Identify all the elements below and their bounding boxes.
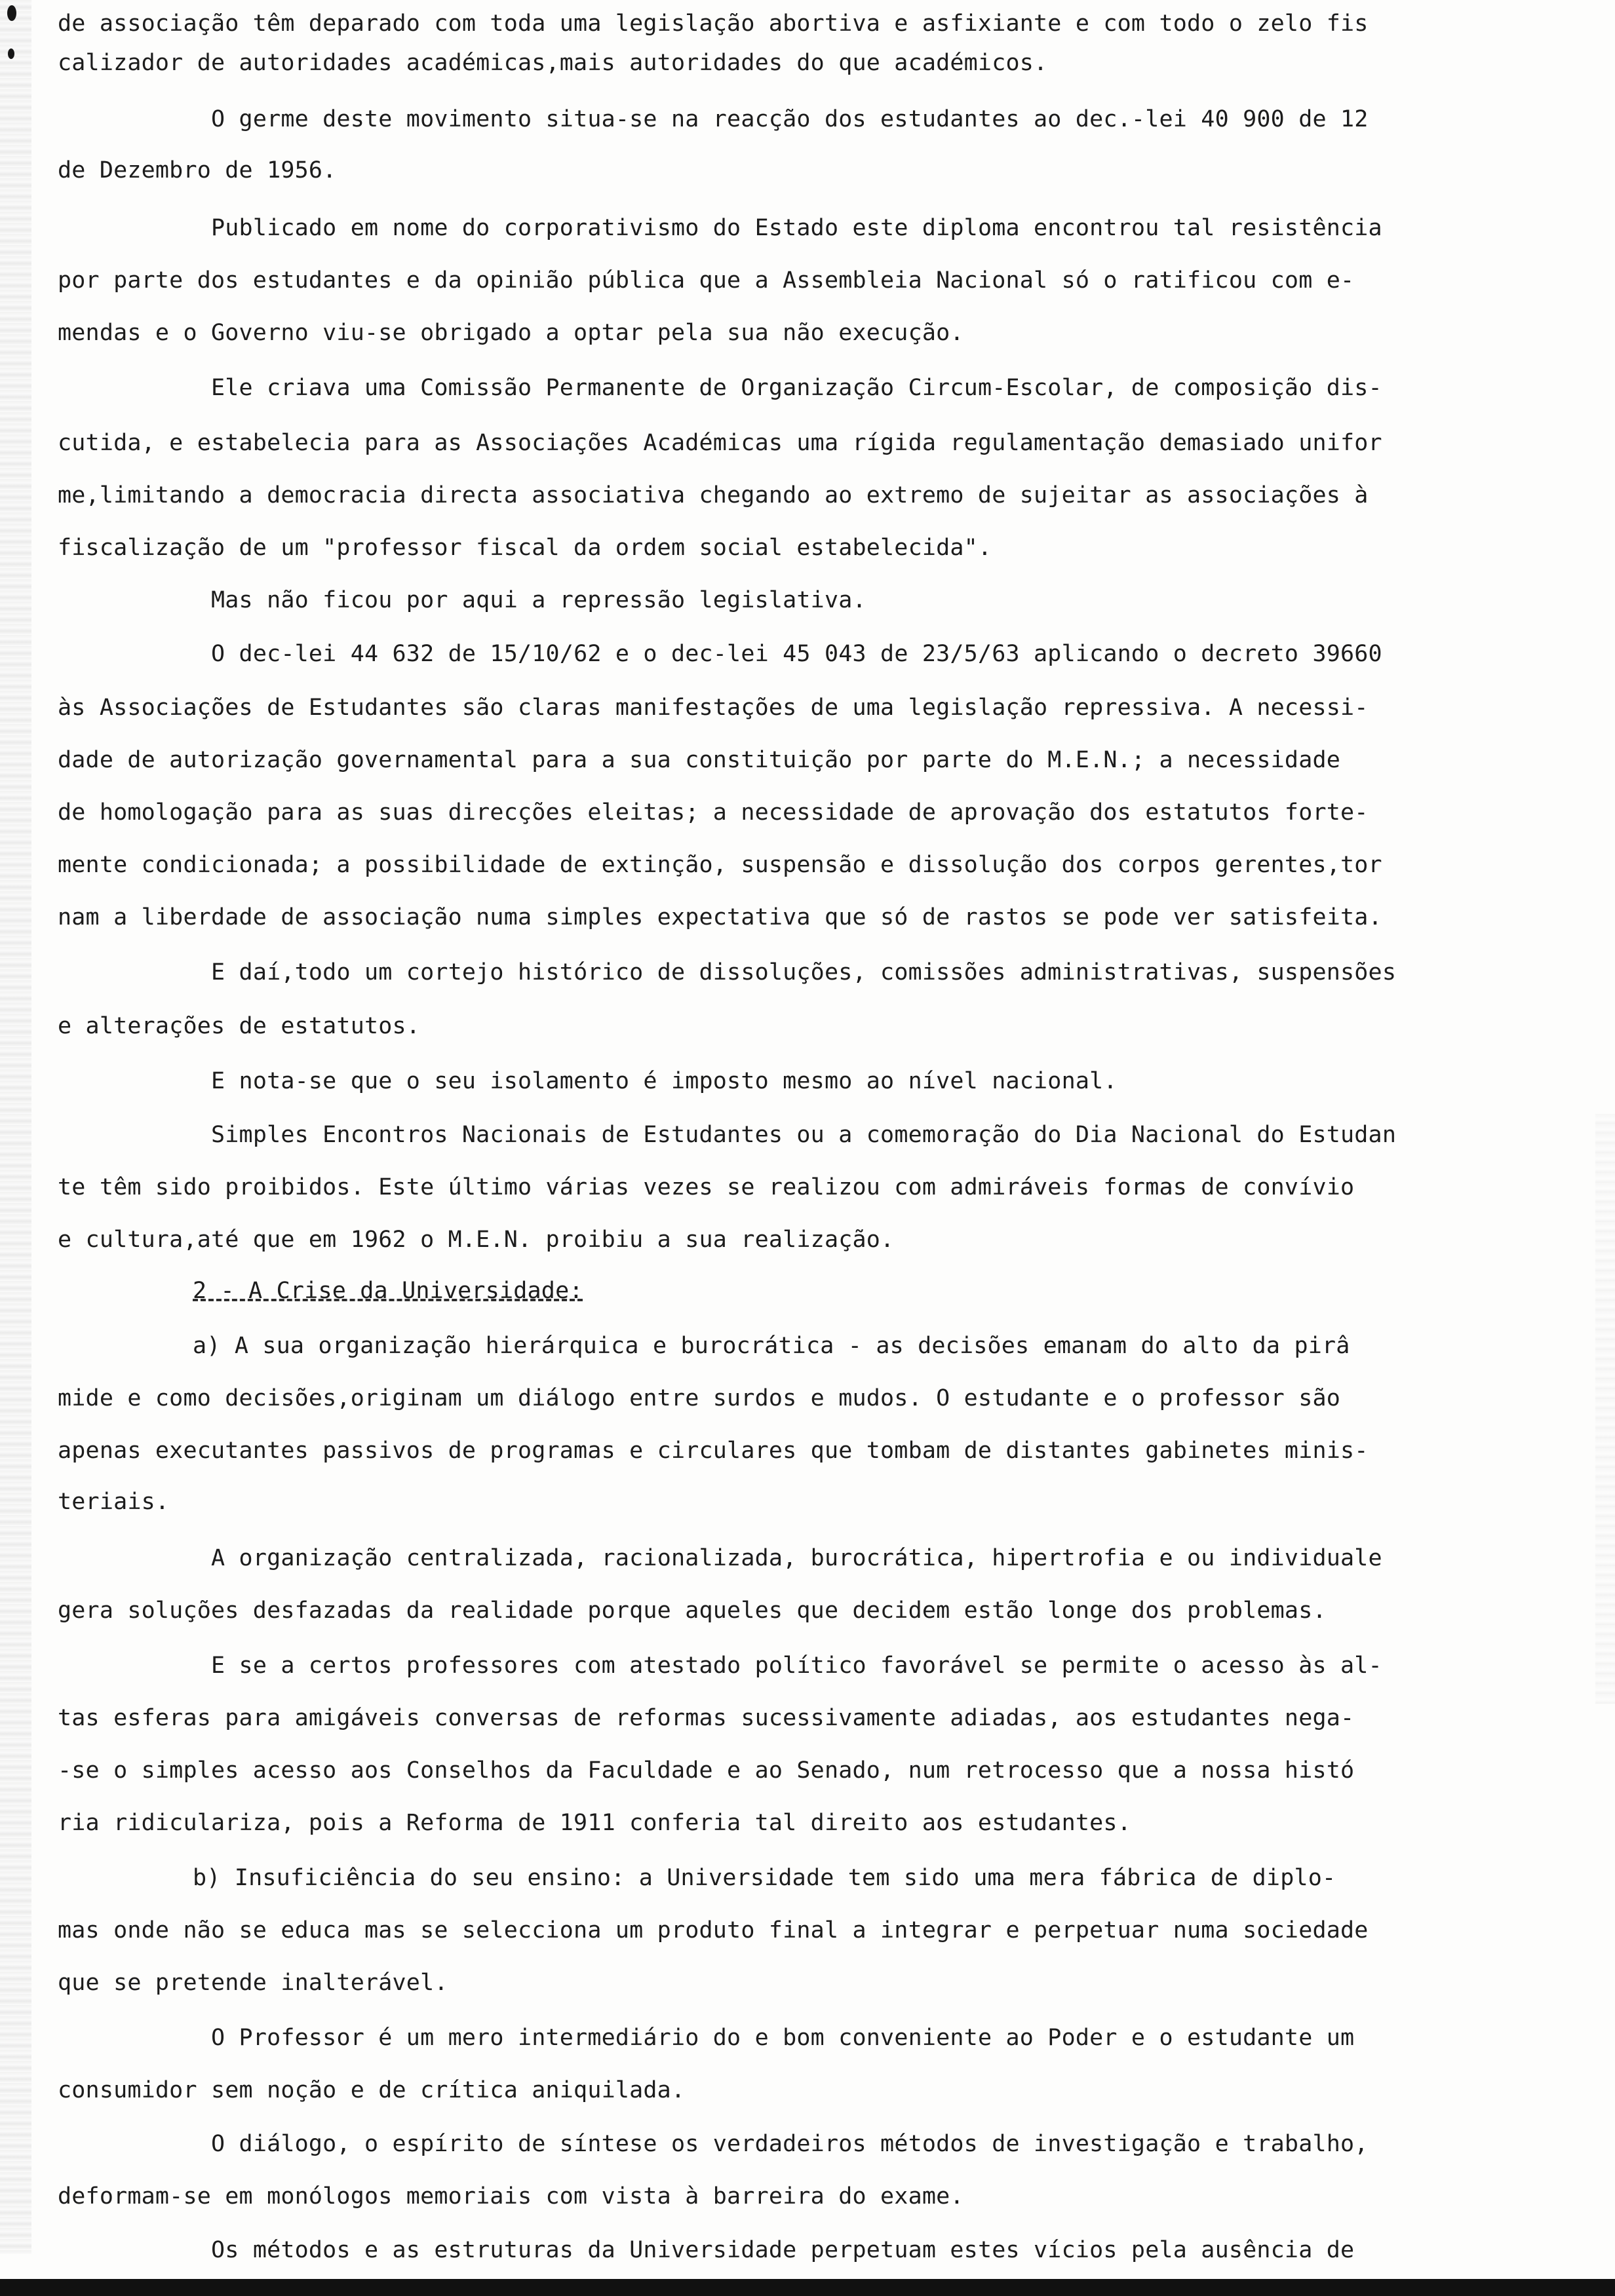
- text-line: E se a certos professores com atestado político favorável se permite o acesso às al-: [211, 1653, 1382, 1679]
- text-line: e cultura,até que em 1962 o M.E.N. proibiu a sua realização.: [58, 1227, 895, 1253]
- text-line: apenas executantes passivos de programas e circulares que tombam de distantes gabinetes minis-: [58, 1438, 1369, 1464]
- text-line: a) A sua organização hierárquica e burocrática - as decisões emanam do alto da pirâ: [193, 1333, 1350, 1359]
- text-line: calizador de autoridades académicas,mais autoridades do que académicos.: [58, 50, 1048, 76]
- text-line: nam a liberdade de associação numa simples expectativa que só de rastos se pode ver satisfeita.: [58, 904, 1382, 930]
- scan-bottom-edge: [0, 2279, 1615, 2296]
- text-line: E daí,todo um cortejo histórico de dissoluções, comissões administrativas, suspensões: [211, 959, 1397, 985]
- text-line: O germe deste movimento situa-se na reacção dos estudantes ao dec.-lei 40 900 de 12: [211, 106, 1369, 132]
- text-line: O diálogo, o espírito de síntese os verdadeiros métodos de investigação e trabalho,: [211, 2131, 1369, 2157]
- text-line: mente condicionada; a possibilidade de extinção, suspensão e dissolução dos corpos gerentes,tor: [58, 852, 1382, 878]
- text-line: que se pretende inalterável.: [58, 1970, 448, 1996]
- text-line: -se o simples acesso aos Conselhos da Faculdade e ao Senado, num retrocesso que a nossa histó: [58, 1757, 1355, 1784]
- text-line: consumidor sem noção e de crítica aniquilada.: [58, 2077, 686, 2103]
- text-line: O dec-lei 44 632 de 15/10/62 e o dec-lei 45 043 de 23/5/63 aplicando o decreto 39660: [211, 641, 1382, 667]
- text-line: A organização centralizada, racionalizada, burocrática, hipertrofia e ou individuale: [211, 1545, 1382, 1571]
- text-line: b) Insuficiência do seu ensino: a Universidade tem sido uma mera fábrica de diplo-: [193, 1865, 1336, 1891]
- text-line: Mas não ficou por aqui a repressão legislativa.: [211, 587, 866, 613]
- text-line: de homologação para as suas direcções eleitas; a necessidade de aprovação dos estatutos forte-: [58, 799, 1369, 826]
- text-line: mide e como decisões,originam um diálogo entre surdos e mudos. O estudante e o professor são: [58, 1385, 1341, 1411]
- text-line: por parte dos estudantes e da opinião pública que a Assembleia Nacional só o ratificou com e-: [58, 267, 1355, 294]
- ink-mark-icon: [5, 5, 20, 64]
- text-line: Ele criava uma Comissão Permanente de Organização Circum-Escolar, de composição dis-: [211, 375, 1382, 401]
- text-line: me,limitando a democracia directa associativa chegando ao extremo de sujeitar as associações à: [58, 482, 1369, 508]
- text-line: às Associações de Estudantes são claras manifestações de uma legislação repressiva. A necessi-: [58, 695, 1369, 721]
- text-line: ria ridiculariza, pois a Reforma de 1911 conferia tal direito aos estudantes.: [58, 1810, 1131, 1836]
- text-line: de Dezembro de 1956.: [58, 157, 337, 183]
- text-line: deformam-se em monólogos memoriais com vista à barreira do exame.: [58, 2183, 964, 2210]
- text-line: cutida, e estabelecia para as Associações Académicas uma rígida regulamentação demasiado unifor: [58, 430, 1382, 456]
- scan-right-noise: [1595, 1114, 1615, 1704]
- text-line: fiscalização de um "professor fiscal da ordem social estabelecida".: [58, 535, 992, 561]
- text-line: Publicado em nome do corporativismo do Estado este diploma encontrou tal resistência: [211, 215, 1382, 241]
- text-line: te têm sido proibidos. Este último várias vezes se realizou com admiráveis formas de convívio: [58, 1174, 1355, 1200]
- text-line: e alterações de estatutos.: [58, 1013, 421, 1039]
- text-line: O Professor é um mero intermediário do e bom conveniente ao Poder e o estudante um: [211, 2025, 1355, 2051]
- text-line: teriais.: [58, 1489, 170, 1515]
- text-line: Os métodos e as estruturas da Universidade perpetuam estes vícios pela ausência de: [211, 2237, 1355, 2263]
- text-line: Simples Encontros Nacionais de Estudantes ou a comemoração do Dia Nacional do Estudan: [211, 1122, 1397, 1148]
- section-heading: 2 - A Crise da Universidade:: [193, 1278, 583, 1304]
- text-line: de associação têm deparado com toda uma legislação abortiva e asfixiante e com todo o zelo fis: [58, 10, 1369, 37]
- text-line: E nota-se que o seu isolamento é imposto mesmo ao nível nacional.: [211, 1068, 1118, 1094]
- text-line: tas esferas para amigáveis conversas de reformas sucessivamente adiadas, aos estudantes nega-: [58, 1705, 1355, 1731]
- text-line: mas onde não se educa mas se selecciona um produto final a integrar e perpetuar numa sociedade: [58, 1917, 1369, 1943]
- text-line: mendas e o Governo viu-se obrigado a optar pela sua não execução.: [58, 320, 964, 346]
- text-line: dade de autorização governamental para a sua constituição por parte do M.E.N.; a necessidade: [58, 747, 1341, 773]
- scan-margin-noise: [0, 0, 31, 2254]
- text-line: gera soluções desfazadas da realidade porque aqueles que decidem estão longe dos problemas.: [58, 1598, 1327, 1624]
